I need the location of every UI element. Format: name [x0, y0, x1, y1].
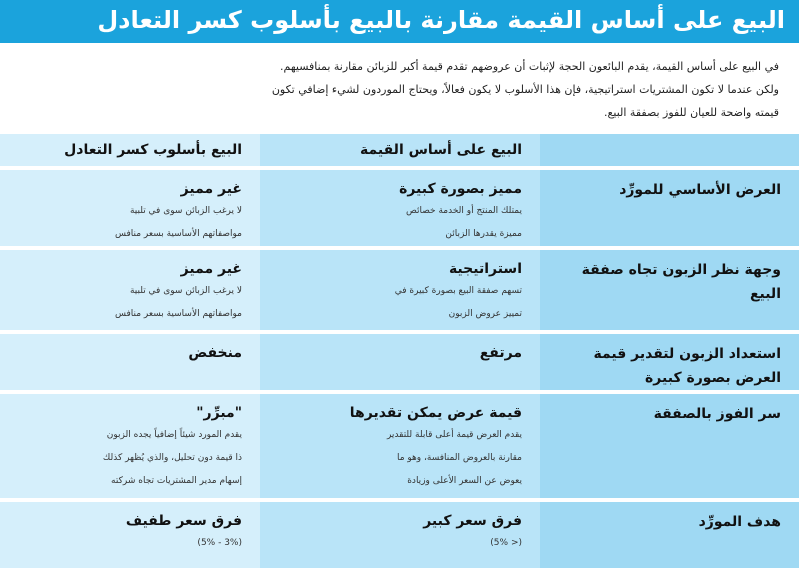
header-value-selling: البيع على أساس القيمة [260, 134, 540, 170]
value-description-line: يقدم العرض قيمة أعلى قابلة للتقدير [386, 430, 522, 440]
tiebreak-title: غير مميز [180, 261, 242, 277]
tiebreak-description-line: إسهام مدير المشتريات تجاه شركته [111, 476, 242, 486]
tiebreak-description-line: لا يرغب الزبائن سوى في تلبية [129, 286, 242, 296]
tiebreak-description-line: ذا قيمة دون تحليل، والذي يُظهر كذلك [102, 453, 242, 463]
table-row [0, 394, 799, 502]
table-row [0, 250, 799, 334]
value-cell [260, 394, 540, 502]
value-description-line: يعوض عن السعر الأعلى وزيادة [407, 476, 522, 486]
value-description-line: مقارنة بالعروض المنافسة، وهو ما [396, 453, 522, 463]
value-description-line: تمييز عروض الزبون [448, 309, 522, 319]
value-description-line: تسهم صفقة البيع بصورة كبيرة في [394, 286, 522, 296]
value-cell [260, 502, 540, 572]
tiebreak-description-line: لا يرغب الزبائن سوى في تلبية [129, 206, 242, 216]
value-description-line: مميزة يقدرها الزبائن [445, 229, 522, 239]
value-title: فرق سعر كبير [423, 513, 522, 529]
table-row [0, 170, 799, 250]
value-description-line: (< 5%) [490, 538, 522, 548]
value-description-line: يمتلك المنتج أو الخدمة خصائص [405, 206, 522, 216]
value-cell [260, 250, 540, 334]
tiebreak-description-line: يقدم المورد شيئاً إضافياً يجده الزبون [106, 430, 242, 440]
value-title: مميز بصورة كبيرة [399, 181, 522, 197]
tiebreak-title: "مبرِّر" [196, 405, 242, 421]
tiebreak-cell [0, 502, 260, 572]
row-label: سر الفوز بالصفقة [540, 394, 799, 502]
row-label: استعداد الزبون لتقدير قيمة العرض بصورة كبيرة [540, 334, 799, 394]
tiebreak-cell [0, 250, 260, 334]
tiebreak-title: غير مميز [180, 181, 242, 197]
tiebreak-cell [0, 170, 260, 250]
tiebreak-description-line: (3% - 5%) [197, 538, 242, 548]
value-title: مرتفع [479, 345, 522, 361]
value-title: استراتيجية [448, 261, 522, 277]
tiebreak-cell [0, 394, 260, 502]
intro-paragraph: في البيع على أساس القيمة، يقدم البائعون الحجة لإثبات أن عروضهم تقدم قيمة أكبر للزبائن مقارنة بمنافسيهم. ولكن عندما لا تكون المشتريات استراتيجية، فإن هذا الأسلوب لا يكون فعالاً، ويحتاج الموردون لشيء إضافي تكون قيمته واضحة للعيان للفوز بصفقة البيع. [271, 60, 779, 119]
row-label: العرض الأساسي للمورِّد [540, 170, 799, 250]
header-empty [540, 134, 799, 170]
comparison-table [0, 134, 799, 572]
table-row [0, 334, 799, 394]
tiebreak-description-line: مواصفاتهم الأساسية بسعر منافس [114, 229, 242, 239]
tiebreak-description-line: مواصفاتهم الأساسية بسعر منافس [114, 309, 242, 319]
row-label: هدف المورِّد [540, 502, 799, 572]
tiebreak-title: منخفض [188, 345, 242, 361]
value-cell [260, 334, 540, 394]
row-label: وجهة نظر الزبون تجاه صفقة البيع [540, 250, 799, 334]
table-header-row [0, 134, 799, 170]
tiebreak-cell [0, 334, 260, 394]
page-title: البيع على أساس القيمة مقارنة بالبيع بأسلوب كسر التعادل [0, 0, 799, 43]
table-row [0, 502, 799, 572]
value-cell [260, 170, 540, 250]
header-tiebreak-selling: البيع بأسلوب كسر التعادل [0, 134, 260, 170]
tiebreak-title: فرق سعر طفيف [125, 513, 242, 529]
value-title: قيمة عرض يمكن تقديرها [349, 405, 522, 421]
